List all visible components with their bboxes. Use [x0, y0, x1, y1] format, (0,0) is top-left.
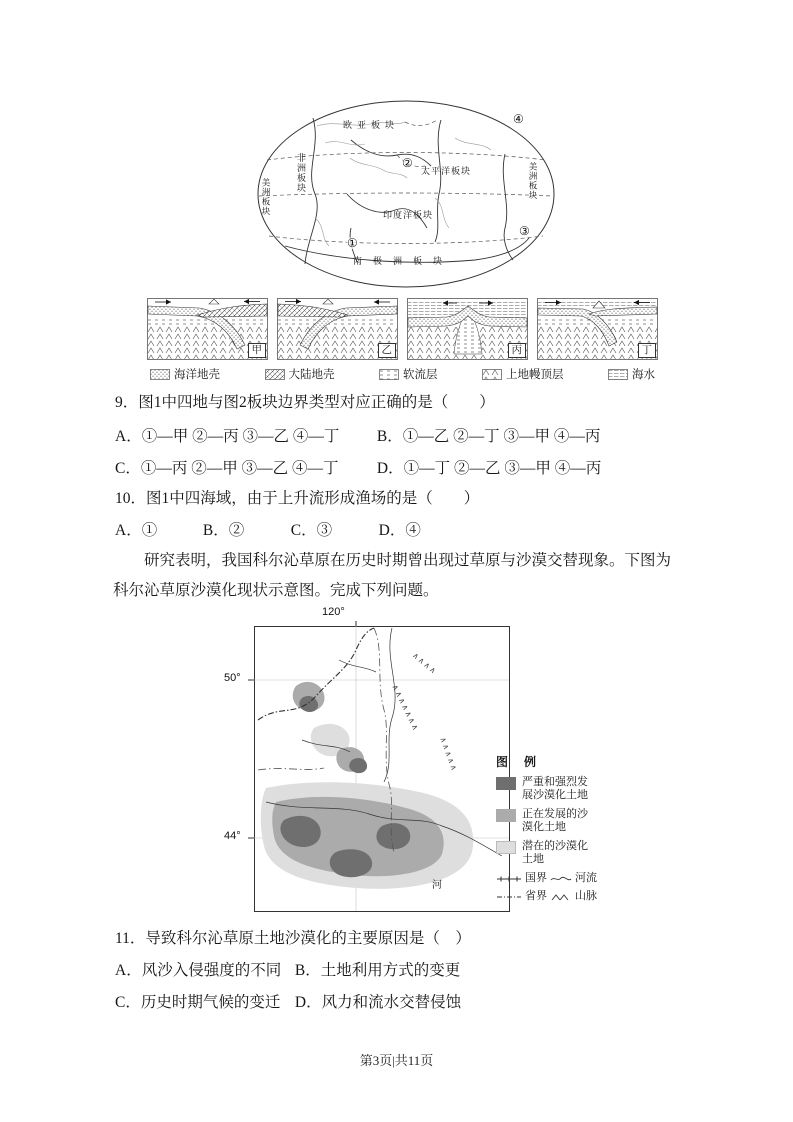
figure3-legend	[496, 756, 662, 903]
question-10-options	[115, 518, 463, 540]
figure2-legend	[150, 366, 655, 382]
section-panel-jia	[147, 298, 268, 360]
plate-label-america-left: 美洲板块	[261, 178, 271, 216]
river-symbol-icon	[550, 874, 572, 884]
q10-option-a: A．①	[115, 522, 158, 539]
map-marker-3: ③	[519, 224, 530, 238]
q11-option-b: B．土地利用方式的变更	[294, 962, 461, 979]
question-9-options-row2	[115, 456, 601, 478]
section-label-bing: 丙	[508, 343, 527, 358]
q9-option-c: C．①—丙 ②—甲 ③—乙 ④—丁	[115, 460, 339, 477]
province-border-symbol-icon	[496, 892, 522, 902]
legend-label: 软流层	[403, 369, 438, 381]
upper-mantle-swatch-icon	[482, 369, 502, 380]
question-10-stem: 10．图1中四海域，由于上升流形成渔场的是（ ）	[115, 490, 480, 507]
section-label-ding: 丁	[638, 343, 657, 358]
page-number-footer: 第3页|共11页	[359, 1053, 434, 1068]
q9-option-b: B．①—乙 ②—丁 ③—甲 ④—丙	[376, 428, 601, 445]
figure3-horqin-map	[224, 606, 668, 918]
figure2-cross-sections	[147, 298, 658, 360]
legend-item-seawater	[608, 366, 655, 382]
legend-label: 河流	[575, 872, 597, 884]
q9-option-a: A．①—甲 ②—丙 ③—乙 ④—丁	[115, 428, 340, 445]
river-name-label: 河	[432, 880, 442, 891]
map-marker-1: ①	[347, 236, 358, 250]
legend-label: 正在发展的沙漠化土地	[522, 808, 588, 833]
legend-label: 大陆地壳	[288, 369, 335, 381]
q11-option-d: D．风力和流水交替侵蚀	[294, 994, 462, 1011]
legend-item-asthenosphere	[379, 366, 438, 382]
legend-label: 山脉	[575, 890, 597, 902]
plate-label-pacific: 太平洋板块	[421, 166, 472, 176]
map-marker-4: ④	[513, 112, 524, 126]
legend-item-province-mountains	[496, 890, 662, 903]
horqin-map-svg	[244, 620, 516, 918]
legend-label: 严重和强烈发展沙漠化土地	[522, 776, 588, 801]
legend-label: 潜在的沙漠化土地	[522, 840, 588, 865]
developing-swatch-icon	[496, 809, 516, 822]
reading-passage: 研究表明，我国科尔沁草原在历史时期曾出现过草原与沙漠交替现象。下图为科尔沁草原沙漠化现状示意图。完成下列问题。	[113, 552, 672, 599]
longitude-label: 120°	[322, 606, 345, 618]
question-11-options-row1	[115, 958, 460, 980]
plate-label-indian: 印度洋板块	[383, 210, 434, 220]
legend-label: 海洋地壳	[174, 369, 220, 381]
national-border-symbol-icon	[496, 874, 522, 884]
latitude-label-50: 50°	[224, 672, 241, 684]
mountain-symbols: ∧∧∧∧	[410, 650, 440, 677]
legend-item-borders-rivers	[496, 872, 662, 885]
continental-crust-swatch-icon	[265, 369, 285, 380]
q10-option-c: C．③	[290, 522, 333, 539]
legend-item-potential	[496, 840, 662, 866]
q9-option-d: D．①—丁 ②—乙 ③—甲 ④—丙	[376, 460, 602, 477]
legend-item-continental-crust	[265, 366, 335, 382]
legend-label: 省界	[525, 890, 547, 902]
question-9-options-row1	[115, 424, 600, 446]
q11-option-a: A．风沙入侵强度的不同	[115, 962, 282, 979]
legend-title: 图 例	[496, 755, 539, 769]
map-marker-2: ②	[402, 156, 413, 170]
severe-swatch-icon	[496, 777, 516, 790]
mountain-symbols: ∧∧∧∧∧	[438, 735, 460, 774]
legend-item-ocean-crust	[150, 366, 220, 382]
section-label-jia: 甲	[248, 343, 267, 358]
legend-item-upper-mantle	[482, 366, 564, 382]
question-9-stem: 9．图1中四地与图2板块边界类型对应正确的是（ ）	[115, 394, 495, 411]
figure1-plate-map	[255, 98, 557, 290]
mountain-symbols: ∧∧∧∧∧∧∧	[390, 682, 421, 734]
mountain-symbol-icon	[550, 892, 572, 902]
ocean-crust-swatch-icon	[150, 369, 170, 380]
asthenosphere-swatch-icon	[379, 369, 399, 380]
plate-label-africa: 非洲板块	[296, 153, 306, 193]
legend-item-developing	[496, 808, 662, 834]
q10-option-d: D．④	[378, 522, 421, 539]
plate-label-eurasia: 欧亚板块	[343, 120, 400, 130]
seawater-swatch-icon	[608, 369, 628, 380]
section-label-yi: 乙	[378, 343, 397, 358]
legend-label: 国界	[525, 872, 547, 884]
q11-option-c: C．历史时期气候的变迁	[115, 994, 281, 1011]
potential-swatch-icon	[496, 841, 516, 854]
section-panel-ding	[537, 298, 658, 360]
legend-item-severe	[496, 776, 662, 802]
plate-label-america-right: 美洲板块	[528, 162, 538, 200]
section-panel-yi	[277, 298, 398, 360]
question-11-options-row2	[115, 990, 461, 1012]
legend-label: 上地幔顶层	[506, 369, 564, 381]
legend-label: 海水	[632, 369, 655, 381]
section-panel-bing	[407, 298, 528, 360]
plate-label-antarctic: 南极洲板块	[353, 256, 454, 266]
question-11-stem: 11．导致科尔沁草原土地沙漠化的主要原因是（ ）	[115, 930, 471, 947]
latitude-label-44: 44°	[224, 830, 241, 842]
q10-option-b: B．②	[202, 522, 245, 539]
